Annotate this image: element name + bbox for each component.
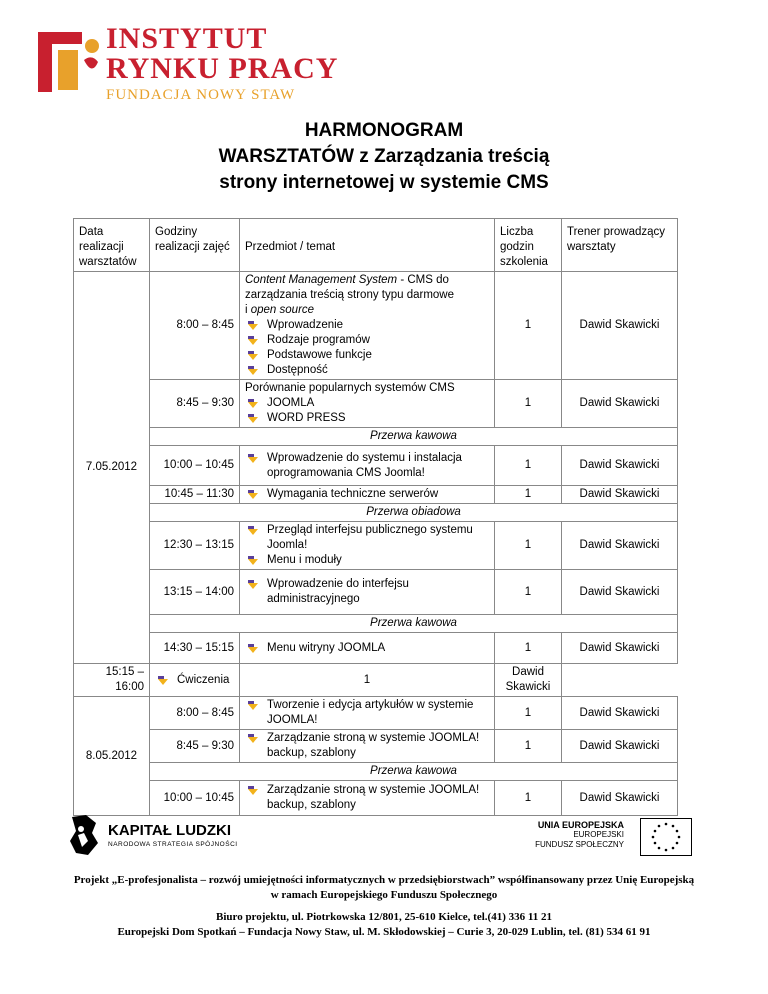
schedule-table [73,218,678,816]
list-item: Zarządzanie stroną w systemie JOOMLA! backup, szablony [245,731,489,761]
kapital-ludzki-title: KAPITAŁ LUDZKI [108,822,232,839]
break-row [74,428,678,446]
subject-cell [240,522,495,570]
count-cell: 1 [240,664,495,697]
list-item: Ćwiczenia [155,673,234,688]
list-item: Dostępność [245,363,489,378]
bullet-icon [246,525,259,536]
address-info [0,910,768,940]
list-item: Przegląd interfejsu publicznego systemu Joomla! [245,523,489,553]
project-line-2: w ramach Europejskiego Funduszu Społecznego [270,889,498,901]
count-cell: 1 [495,380,562,428]
title-line-3: strony internetowej w systemie CMS [219,172,549,193]
bullet-icon [246,335,259,346]
subject-intro-italic: Content Management System [245,274,398,286]
list-item: Wprowadzenie [245,318,489,333]
table-row [74,522,678,570]
bullet-icon [156,675,169,686]
bullet-icon [246,489,259,500]
table-row [74,697,678,730]
trainer-cell: Dawid Skawicki [495,664,562,697]
count-cell: 1 [495,486,562,504]
time-cell: 8:45 – 9:30 [150,730,240,763]
bullet-icon [246,643,259,654]
list-item: Menu witryny JOOMLA [245,641,489,656]
trainer-cell: Dawid Skawicki [562,570,678,615]
list-item: Menu i moduły [245,553,489,568]
time-cell: 13:15 – 14:00 [150,570,240,615]
list-item: Rodzaje programów [245,333,489,348]
count-cell: 1 [495,522,562,570]
logo-line-2: RYNKU PRACY [106,52,339,85]
trainer-cell: Dawid Skawicki [562,633,678,664]
trainer-cell: Dawid Skawicki [562,380,678,428]
subject-cell [240,380,495,428]
subject-intro-line2: i [245,304,251,316]
time-cell: 10:00 – 10:45 [150,781,240,816]
header-hours: Godziny realizacji zajęć [150,219,240,272]
address-line-1: Biuro projektu, ul. Piotrkowska 12/801, 25-610 Kielce, tel.(41) 336 11 21 [216,911,552,923]
table-header-row [74,219,678,272]
count-cell: 1 [495,446,562,486]
time-cell: 10:00 – 10:45 [150,446,240,486]
subject-cell [240,697,495,730]
header-trainer: Trener prowadzący warsztaty [562,219,678,272]
bullet-icon [246,555,259,566]
trainer-cell: Dawid Skawicki [562,522,678,570]
subject-cell [240,633,495,664]
list-item: Zarządzanie stroną w systemie JOOMLA! backup, szablony [245,783,489,813]
day-cell-2: 8.05.2012 [74,697,150,816]
eu-text [520,820,624,850]
list-item: JOOMLA [245,396,489,411]
address-line-2: Europejski Dom Spotkań – Fundacja Nowy Staw, ul. M. Skłodowskiej – Curie 3, 20-029 Lublin, tel. (81) 534 61 91 [117,926,651,938]
title-line-2: WARSZTATÓW z Zarządzania treścią [218,146,550,167]
time-cell: 14:30 – 15:15 [150,633,240,664]
break-label: Przerwa kawowa [150,615,678,633]
table-row [74,633,678,664]
subject-cell [240,486,495,504]
page-title [0,118,768,196]
bullet-icon [246,350,259,361]
count-cell: 1 [495,272,562,380]
logo-line-3: FUNDACJA NOWY STAW [106,87,296,103]
bullet-icon [246,700,259,711]
subject-cell [240,730,495,763]
time-cell: 8:00 – 8:45 [150,697,240,730]
bullet-icon [246,365,259,376]
eu-line-3: FUNDUSZ SPOŁECZNY [535,840,624,849]
logo-line-1: INSTYTUT [106,22,268,55]
time-cell: 12:30 – 13:15 [150,522,240,570]
table-row [74,486,678,504]
list-item: Tworzenie i edycja artykułów w systemie JOOMLA! [245,698,489,728]
table-row [74,730,678,763]
header-subject: Przedmiot / temat [240,219,495,272]
project-line-1: Projekt „E-profesjonalista – rozwój umiejętności informatycznych w przedsiębiorstwach” współfinansowany przez Unię Europejską [73,874,695,886]
institute-logo [36,22,339,103]
kapital-ludzki-logo-icon [66,813,102,857]
break-row [74,763,678,781]
bullet-icon [246,785,259,796]
time-cell: 10:45 – 11:30 [150,486,240,504]
subject-cell [240,272,495,380]
count-cell: 1 [495,633,562,664]
table-row [74,380,678,428]
table-row [74,446,678,486]
table-row [74,664,678,697]
break-row [74,504,678,522]
header-date: Data realizacji warsztatów [74,219,150,272]
institute-logo-mark-icon [36,26,100,96]
eu-flag-icon [640,818,692,856]
list-item: Podstawowe funkcje [245,348,489,363]
list-item: Wymagania techniczne serwerów [245,487,489,502]
list-item: Wprowadzenie do systemu i instalacja oprogramowania CMS Joomla! [245,451,489,481]
break-label: Przerwa obiadowa [150,504,678,522]
count-cell: 1 [495,697,562,730]
kapital-ludzki-subtitle: NARODOWA STRATEGIA SPÓJNOŚCI [108,841,238,848]
count-cell: 1 [495,730,562,763]
list-item: Wprowadzenie do interfejsu administracyjnego [245,577,489,607]
subject-intro: Porównanie popularnych systemów CMS [245,382,455,394]
trainer-cell: Dawid Skawicki [562,697,678,730]
trainer-cell: Dawid Skawicki [562,781,678,816]
day-cell-1: 7.05.2012 [74,272,150,664]
bullet-icon [246,398,259,409]
header-count: Liczba godzin szkolenia [495,219,562,272]
subject-cell [240,570,495,615]
subject-cell [240,446,495,486]
trainer-cell: Dawid Skawicki [562,486,678,504]
table-row [74,570,678,615]
time-cell: 15:15 – 16:00 [74,664,150,697]
eu-line-1: UNIA EUROPEJSKA [537,820,624,830]
bullet-icon [246,733,259,744]
trainer-cell: Dawid Skawicki [562,272,678,380]
subject-intro: - CMS do zarządzania treścią strony typu darmowe [245,274,455,301]
table-row [74,272,678,380]
subject-cell [150,664,240,697]
bullet-icon [246,320,259,331]
subject-intro-line2-italic: open source [250,304,315,316]
break-label: Przerwa kawowa [150,428,678,446]
project-info [0,873,768,903]
bullet-icon [246,413,259,424]
break-label: Przerwa kawowa [150,763,678,781]
count-cell: 1 [495,570,562,615]
count-cell: 1 [495,781,562,816]
break-row [74,615,678,633]
time-cell: 8:45 – 9:30 [150,380,240,428]
trainer-cell: Dawid Skawicki [562,446,678,486]
list-item: WORD PRESS [245,411,489,426]
title-line-1: HARMONOGRAM [304,120,464,141]
bullet-icon [246,453,259,464]
footer-logos [0,808,768,863]
eu-line-2: EUROPEJSKI [573,830,624,839]
bullet-icon [246,579,259,590]
time-cell: 8:00 – 8:45 [150,272,240,380]
trainer-cell: Dawid Skawicki [562,730,678,763]
